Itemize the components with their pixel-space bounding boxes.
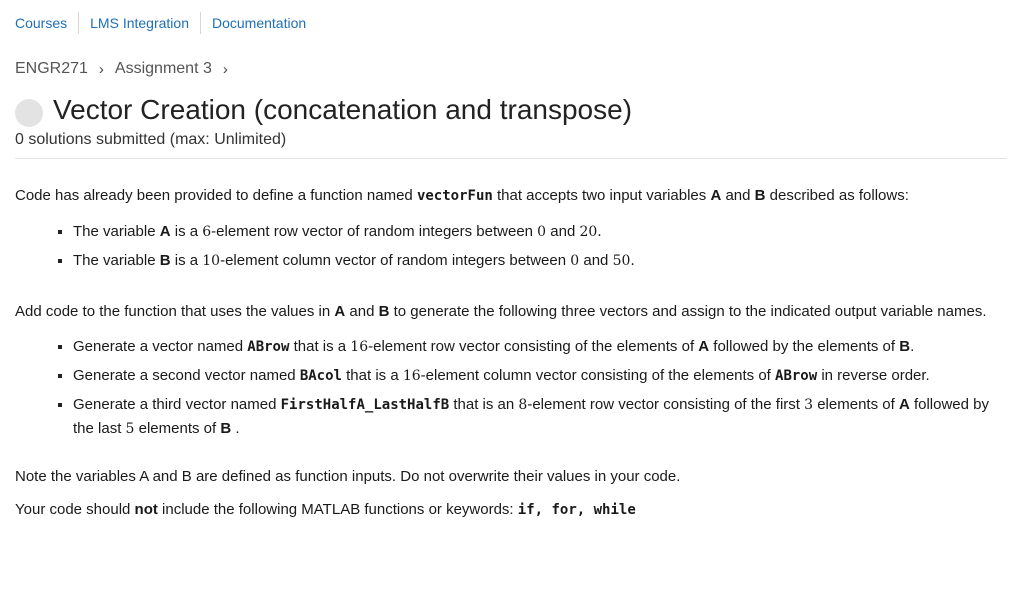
number: 8 [518, 397, 528, 413]
text: Add code to the function that uses the values in [15, 303, 335, 320]
lms-integration-link[interactable]: LMS Integration [90, 15, 189, 31]
text: elements of [813, 396, 899, 413]
var-b: B [378, 303, 390, 320]
text: Generate a third vector named [73, 396, 281, 413]
var-a: A [698, 338, 710, 355]
number: 16 [350, 339, 369, 355]
text: Code has already been provided to define a function named [15, 187, 417, 204]
text: The variable [73, 223, 160, 240]
chevron-right-icon: › [222, 60, 228, 78]
input-list [15, 220, 1005, 273]
text: that is a [341, 367, 403, 384]
breadcrumb [15, 60, 239, 78]
text: and [546, 223, 580, 240]
number: 50 [612, 253, 631, 269]
text: The variable [73, 252, 160, 269]
list-item [15, 393, 1005, 441]
text: . [630, 253, 635, 269]
text: that accepts two input variables [492, 187, 711, 204]
output-var: BAcol [299, 368, 342, 384]
text: . [597, 224, 602, 240]
title-row [15, 92, 632, 128]
nav-divider [78, 12, 79, 34]
var-b: B [159, 252, 171, 269]
text: Generate a vector named [73, 338, 248, 355]
text: is a [170, 252, 203, 269]
text: and [721, 187, 755, 204]
var-a: A [159, 223, 171, 240]
text: -element row vector consisting of the elements of [368, 338, 699, 355]
text: Your code should [15, 501, 135, 518]
text: and [579, 252, 613, 269]
restriction-paragraph [15, 498, 1005, 522]
text: -element row vector of random integers between [211, 223, 538, 240]
emphasis: not [134, 501, 158, 518]
text: include the following MATLAB functions or keywords: [157, 501, 518, 518]
list-item [15, 249, 1005, 273]
var-b: B [899, 338, 911, 355]
number: 3 [804, 397, 814, 413]
text: followed by the last [73, 396, 989, 437]
page-title: Vector Creation (concatenation and transpose) [53, 94, 633, 125]
text: followed by the elements of [709, 338, 900, 355]
breadcrumb-course[interactable]: ENGR271 [15, 60, 88, 77]
number: 5 [125, 421, 135, 437]
chevron-right-icon: › [98, 60, 104, 78]
var-a: A [710, 187, 722, 204]
var-b: B [754, 187, 766, 204]
text: that is a [289, 338, 351, 355]
number: 10 [202, 253, 221, 269]
list-item [15, 220, 1005, 244]
number: 0 [537, 224, 547, 240]
function-name: vectorFun [416, 188, 493, 204]
text: and [345, 303, 379, 320]
documentation-link[interactable]: Documentation [211, 15, 307, 31]
text: to generate the following three vectors and assign to the indicated output variable names. [389, 303, 987, 320]
text: -element column vector consisting of the elements of [420, 367, 776, 384]
text: . [231, 420, 240, 437]
output-var: FirstHalfA_LastHalfB [280, 397, 450, 413]
problem-description [15, 184, 1005, 522]
task-list [15, 335, 1005, 441]
note-paragraph: Note the variables A and B are defined as function inputs. Do not overwrite their values in your code. [15, 468, 681, 485]
task-paragraph [15, 300, 1005, 323]
output-var: ABrow [775, 368, 818, 384]
number: 6 [202, 224, 212, 240]
text: elements of [134, 420, 221, 437]
text: in reverse order. [817, 367, 930, 384]
number: 20 [579, 224, 598, 240]
divider [15, 158, 1007, 159]
forbidden-keywords: if, for, while [517, 502, 636, 518]
var-a: A [898, 396, 910, 413]
intro-paragraph [15, 184, 1005, 208]
status-circle-icon [15, 99, 43, 127]
list-item [15, 364, 1005, 388]
text: described as follows: [765, 187, 909, 204]
text: . [910, 338, 915, 355]
nav-divider [200, 12, 201, 34]
text: -element row vector consisting of the first [527, 396, 805, 413]
submission-count: 0 solutions submitted (max: Unlimited) [15, 131, 287, 148]
list-item [15, 335, 1005, 359]
var-b: B [220, 420, 232, 437]
text: Generate a second vector named [73, 367, 300, 384]
top-navigation [15, 12, 306, 34]
text: is a [170, 223, 203, 240]
number: 16 [402, 368, 421, 384]
text: -element column vector of random integers between [220, 252, 571, 269]
text: that is an [449, 396, 519, 413]
var-a: A [334, 303, 346, 320]
output-var: ABrow [247, 339, 290, 355]
breadcrumb-assignment[interactable]: Assignment 3 [114, 60, 212, 77]
courses-link[interactable]: Courses [15, 15, 68, 31]
number: 0 [570, 253, 580, 269]
